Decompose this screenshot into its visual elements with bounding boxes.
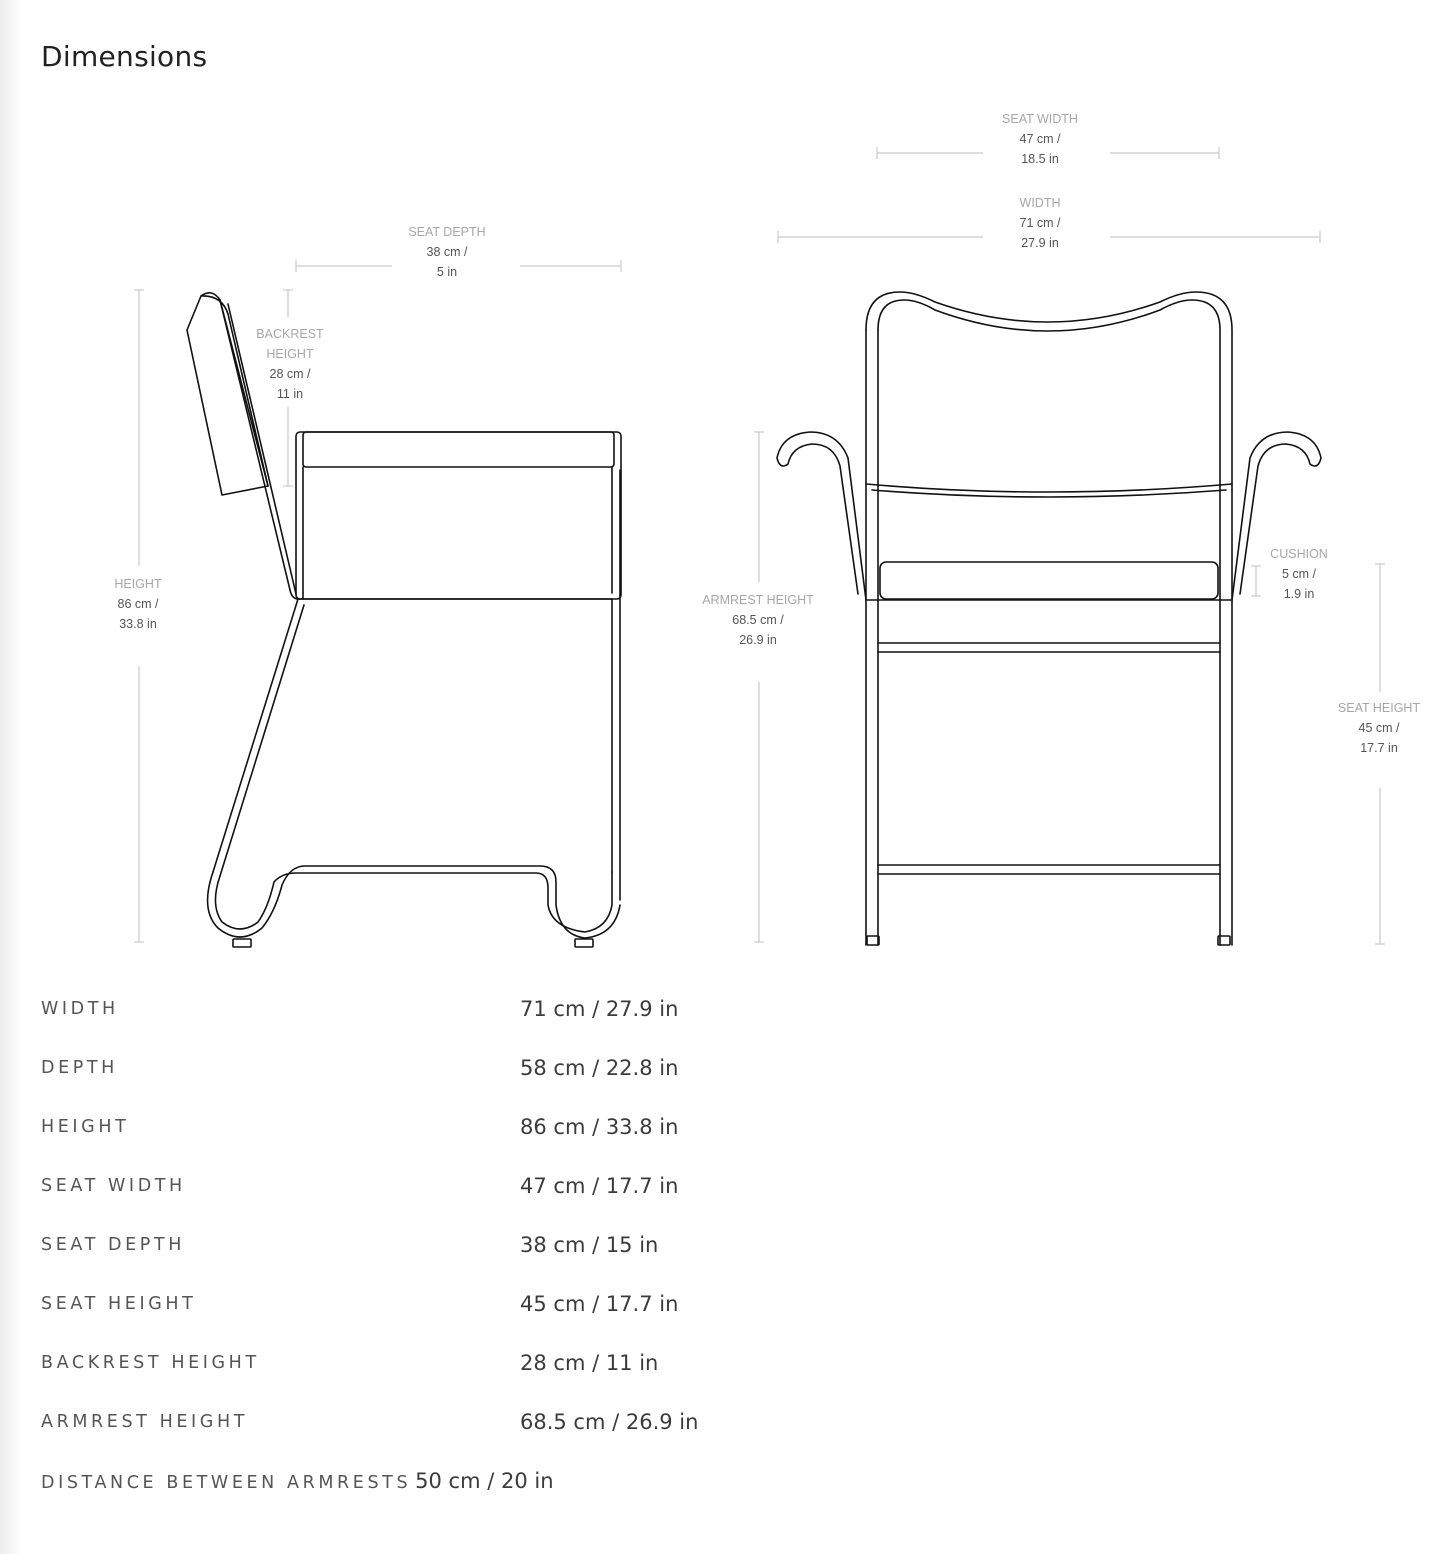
seat-depth-annotation: SEAT DEPTH 38 cm / 5 in xyxy=(408,225,486,279)
page-title: Dimensions xyxy=(41,40,208,73)
front-backrest xyxy=(866,292,1232,490)
backrest-height-annotation: BACKREST HEIGHT 28 cm / 11 in xyxy=(256,327,324,401)
spec-row-seat-depth xyxy=(41,1230,659,1260)
front-seat-cushion xyxy=(880,562,1218,599)
spec-row-backrest-height xyxy=(41,1348,659,1378)
spec-label: HEIGHT xyxy=(41,1117,130,1137)
side-front-foot xyxy=(575,939,593,947)
spec-value: 38 cm / 15 in xyxy=(520,1233,659,1257)
seat-height-annotation: SEAT HEIGHT 45 cm / 17.7 in xyxy=(1337,701,1421,755)
dimension-lines xyxy=(134,147,1385,944)
spec-value: 86 cm / 33.8 in xyxy=(520,1115,679,1139)
spec-value: 45 cm / 17.7 in xyxy=(520,1292,679,1316)
spec-row-armrest-height xyxy=(41,1407,699,1437)
spec-row-width xyxy=(41,994,679,1024)
seat-width-annotation: SEAT WIDTH 47 cm / 18.5 in xyxy=(1002,112,1078,166)
cushion-annotation: CUSHION 5 cm / 1.9 in xyxy=(1270,547,1328,601)
spec-row-depth xyxy=(41,1053,679,1083)
side-seat-frame xyxy=(296,432,621,599)
spec-label: WIDTH xyxy=(41,999,119,1019)
spec-label: DISTANCE BETWEEN ARMRESTS xyxy=(41,1473,412,1493)
spec-row-seat-height xyxy=(41,1289,679,1319)
spec-label: SEAT WIDTH xyxy=(41,1176,186,1196)
spec-value: 50 cm / 20 in xyxy=(415,1469,554,1493)
height-annotation: HEIGHT 86 cm / 33.8 in xyxy=(114,577,162,631)
spec-value: 58 cm / 22.8 in xyxy=(520,1056,679,1080)
spec-value: 71 cm / 27.9 in xyxy=(520,997,679,1021)
spec-row-height xyxy=(41,1112,679,1142)
front-left-armrest xyxy=(777,432,866,600)
spec-value: 47 cm / 17.7 in xyxy=(520,1174,679,1198)
spec-label: SEAT DEPTH xyxy=(41,1235,185,1255)
spec-row-seat-width xyxy=(41,1171,679,1201)
side-rear-foot xyxy=(233,939,251,947)
armrest-height-annotation: ARMREST HEIGHT 68.5 cm / 26.9 in xyxy=(702,593,814,647)
armrest-height-dimension-line xyxy=(754,432,764,942)
spec-label: SEAT HEIGHT xyxy=(41,1294,197,1314)
spec-value: 68.5 cm / 26.9 in xyxy=(520,1410,699,1434)
width-annotation: WIDTH 71 cm / 27.9 in xyxy=(1019,196,1061,250)
spec-value: 28 cm / 11 in xyxy=(520,1351,659,1375)
spec-row-distance-between-armrests xyxy=(41,1466,554,1496)
spec-label: BACKREST HEIGHT xyxy=(41,1353,260,1373)
spec-label: DEPTH xyxy=(41,1058,118,1078)
spec-label: ARMREST HEIGHT xyxy=(41,1412,248,1432)
chair-front-view xyxy=(777,292,1321,945)
